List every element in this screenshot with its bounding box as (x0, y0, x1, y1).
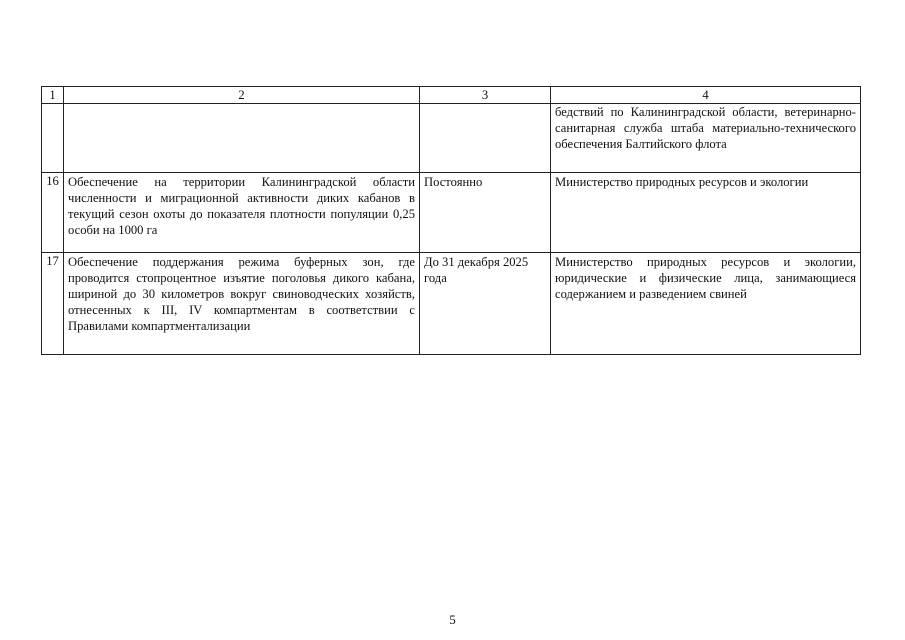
row-number: 17 (42, 253, 64, 355)
column-header-4: 4 (551, 87, 861, 104)
table-row (42, 104, 861, 173)
deadline-cell: Постоянно (420, 173, 551, 253)
deadline-cell: До 31 декабря 2025 года (420, 253, 551, 355)
responsible-cell: Министерство природных ресурсов и экологии, юридические и физические лица, занимающиеся содержанием и разведением свиней (551, 253, 861, 355)
table-row (42, 253, 861, 355)
page-number: 5 (449, 612, 456, 627)
row-number: 16 (42, 173, 64, 253)
measure-cell (64, 104, 420, 173)
responsible-cell: Министерство природных ресурсов и экологии (551, 173, 861, 253)
responsible-cell: бедствий по Калининградской области, ветеринарно-санитарная служба штаба материально-технического обеспечения Балтийского флота (551, 104, 861, 173)
deadline-cell (420, 104, 551, 173)
row-number (42, 104, 64, 173)
column-header-2: 2 (64, 87, 420, 104)
column-header-1: 1 (42, 87, 64, 104)
table-header-row (42, 87, 861, 104)
measure-cell: Обеспечение на территории Калининградской области численности и миграционной активности диких кабанов в текущий сезон охоты до показателя плотности популяции 0,25 особи на 1000 га (64, 173, 420, 253)
measure-cell: Обеспечение поддержания режима буферных зон, где проводится стопроцентное изъятие поголовья дикого кабана, шириной до 30 километров вокруг свиноводческих хозяйств, отнесенных к III, IV компартментам в соответствии с Правилами компартментализации (64, 253, 420, 355)
measures-table (41, 86, 861, 355)
table-row (42, 173, 861, 253)
column-header-3: 3 (420, 87, 551, 104)
